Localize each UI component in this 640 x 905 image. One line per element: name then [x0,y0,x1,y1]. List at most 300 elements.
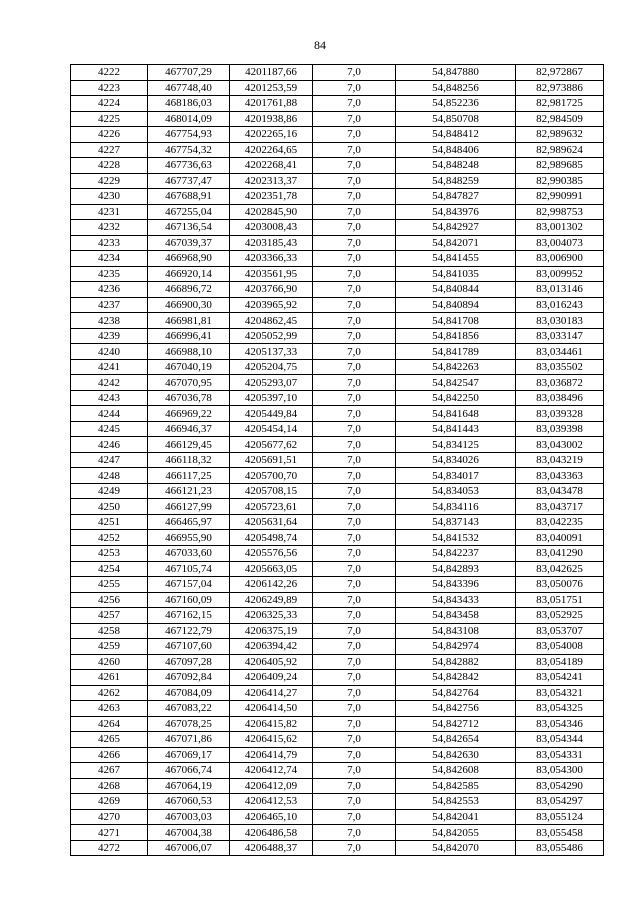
table-cell: 467737,47 [148,173,230,189]
table-cell: 7,0 [313,778,396,794]
table-cell: 466920,14 [148,266,230,282]
table-cell: 83,054321 [516,685,604,701]
table-cell: 54,834116 [396,499,516,515]
table-cell: 7,0 [313,763,396,779]
table-cell: 83,054290 [516,778,604,794]
table-cell: 83,034461 [516,344,604,360]
table-body [71,65,604,856]
table-cell: 54,837143 [396,514,516,530]
table-cell: 4203965,92 [230,297,313,313]
table-cell: 7,0 [313,235,396,251]
table-cell: 4205204,75 [230,359,313,375]
table-cell: 4234 [71,251,148,267]
table-cell: 7,0 [313,747,396,763]
table-cell: 54,848412 [396,127,516,143]
table-cell: 83,038496 [516,390,604,406]
table-cell: 467092,84 [148,670,230,686]
table-cell: 7,0 [313,96,396,112]
table-cell: 83,001302 [516,220,604,236]
table-row [71,809,604,825]
table-cell: 467255,04 [148,204,230,220]
table-cell: 4253 [71,545,148,561]
table-cell: 4206142,26 [230,577,313,593]
table-cell: 466900,30 [148,297,230,313]
table-cell: 4231 [71,204,148,220]
table-cell: 467060,53 [148,794,230,810]
table-cell: 83,039398 [516,421,604,437]
table-cell: 4254 [71,561,148,577]
table-cell: 4205631,64 [230,514,313,530]
table-row [71,514,604,530]
table-cell: 7,0 [313,297,396,313]
table-cell: 54,840844 [396,282,516,298]
table-row [71,763,604,779]
table-cell: 4263 [71,701,148,717]
table-cell: 54,842250 [396,390,516,406]
table-cell: 467004,38 [148,825,230,841]
table-cell: 4203766,90 [230,282,313,298]
table-cell: 54,843108 [396,623,516,639]
table-cell: 4206414,79 [230,747,313,763]
table-cell: 7,0 [313,794,396,810]
table-cell: 7,0 [313,623,396,639]
table-cell: 7,0 [313,282,396,298]
table-cell: 466955,90 [148,530,230,546]
table-cell: 4247 [71,452,148,468]
table-row [71,483,604,499]
table-cell: 83,054344 [516,732,604,748]
table-cell: 4201187,66 [230,65,313,81]
table-cell: 4225 [71,111,148,127]
table-cell: 4205663,05 [230,561,313,577]
table-row [71,468,604,484]
table-cell: 467040,19 [148,359,230,375]
table-cell: 83,055124 [516,809,604,825]
table-cell: 7,0 [313,266,396,282]
table-cell: 466981,81 [148,313,230,329]
table-cell: 4205454,14 [230,421,313,437]
table-cell: 7,0 [313,685,396,701]
table-cell: 54,834017 [396,468,516,484]
table-row [71,452,604,468]
table-row [71,747,604,763]
table-cell: 82,989632 [516,127,604,143]
table-cell: 467136,54 [148,220,230,236]
table-cell: 7,0 [313,406,396,422]
table-cell: 4202351,78 [230,189,313,205]
table-row [71,65,604,81]
table-cell: 468014,09 [148,111,230,127]
table-cell: 7,0 [313,220,396,236]
table-row [71,189,604,205]
table-cell: 54,847880 [396,65,516,81]
table-cell: 4206325,33 [230,608,313,624]
table-cell: 7,0 [313,639,396,655]
table-cell: 4206488,37 [230,840,313,856]
table-cell: 54,841708 [396,313,516,329]
table-cell: 4224 [71,96,148,112]
table-cell: 4201938,86 [230,111,313,127]
table-cell: 82,972867 [516,65,604,81]
table-cell: 83,051751 [516,592,604,608]
table-cell: 4258 [71,623,148,639]
table-cell: 4240 [71,344,148,360]
table-cell: 467097,28 [148,654,230,670]
table-cell: 467748,40 [148,80,230,96]
table-cell: 4270 [71,809,148,825]
table-cell: 7,0 [313,390,396,406]
table-cell: 7,0 [313,468,396,484]
table-cell: 83,054325 [516,701,604,717]
table-row [71,701,604,717]
table-cell: 54,842070 [396,840,516,856]
table-cell: 467083,22 [148,701,230,717]
table-cell: 4206412,74 [230,763,313,779]
table-cell: 83,054008 [516,639,604,655]
table-cell: 83,013146 [516,282,604,298]
table-cell: 4261 [71,670,148,686]
table-cell: 467078,25 [148,716,230,732]
table-cell: 466988,10 [148,344,230,360]
table-cell: 466127,99 [148,499,230,515]
table-cell: 7,0 [313,173,396,189]
table-cell: 54,852236 [396,96,516,112]
table-cell: 82,973886 [516,80,604,96]
table-cell: 82,998753 [516,204,604,220]
table-row [71,545,604,561]
table-cell: 4271 [71,825,148,841]
table-cell: 4206412,53 [230,794,313,810]
table-row [71,840,604,856]
table-row [71,390,604,406]
table-row [71,825,604,841]
table-cell: 4202264,65 [230,142,313,158]
table-row [71,158,604,174]
table-row [71,716,604,732]
table-cell: 83,035502 [516,359,604,375]
table-cell: 4205723,61 [230,499,313,515]
table-cell: 4239 [71,328,148,344]
table-cell: 4265 [71,732,148,748]
table-cell: 467107,60 [148,639,230,655]
table-cell: 83,030183 [516,313,604,329]
table-cell: 4257 [71,608,148,624]
table-row [71,670,604,686]
table-cell: 83,040091 [516,530,604,546]
table-cell: 83,043478 [516,483,604,499]
table-cell: 54,841856 [396,328,516,344]
table-cell: 4236 [71,282,148,298]
table-cell: 467160,09 [148,592,230,608]
table-cell: 467754,93 [148,127,230,143]
table-cell: 83,043717 [516,499,604,515]
table-cell: 4259 [71,639,148,655]
table-cell: 54,843433 [396,592,516,608]
table-cell: 7,0 [313,344,396,360]
table-cell: 4206409,24 [230,670,313,686]
table-cell: 83,043219 [516,452,604,468]
table-cell: 7,0 [313,189,396,205]
table-cell: 7,0 [313,375,396,391]
table-row [71,111,604,127]
table-cell: 54,842974 [396,639,516,655]
table-row [71,654,604,670]
table-cell: 4206414,27 [230,685,313,701]
table-row [71,127,604,143]
table-cell: 54,834053 [396,483,516,499]
table-row [71,251,604,267]
table-cell: 7,0 [313,716,396,732]
table-cell: 54,842764 [396,685,516,701]
table-cell: 83,039328 [516,406,604,422]
table-cell: 7,0 [313,111,396,127]
table-cell: 4202845,90 [230,204,313,220]
table-row [71,530,604,546]
table-cell: 54,834026 [396,452,516,468]
table-cell: 7,0 [313,204,396,220]
table-cell: 4269 [71,794,148,810]
table-row [71,732,604,748]
table-cell: 466129,45 [148,437,230,453]
table-cell: 4229 [71,173,148,189]
table-cell: 4252 [71,530,148,546]
table-cell: 4205293,07 [230,375,313,391]
table-cell: 83,043002 [516,437,604,453]
table-cell: 4206412,09 [230,778,313,794]
table-row [71,592,604,608]
table-cell: 4250 [71,499,148,515]
table-cell: 466969,22 [148,406,230,422]
table-cell: 4264 [71,716,148,732]
table-cell: 467754,32 [148,142,230,158]
table-row [71,499,604,515]
table-cell: 54,842893 [396,561,516,577]
table-cell: 7,0 [313,654,396,670]
table-cell: 468186,03 [148,96,230,112]
table-cell: 83,004073 [516,235,604,251]
table-cell: 54,842585 [396,778,516,794]
table-row [71,266,604,282]
table-cell: 4206486,58 [230,825,313,841]
table-cell: 466465,97 [148,514,230,530]
table-row [71,142,604,158]
table-cell: 467688,91 [148,189,230,205]
table-cell: 54,841443 [396,421,516,437]
table-cell: 4245 [71,421,148,437]
table-cell: 467707,29 [148,65,230,81]
table-cell: 467033,60 [148,545,230,561]
table-cell: 4242 [71,375,148,391]
table-cell: 4205576,56 [230,545,313,561]
table-cell: 82,989685 [516,158,604,174]
table-cell: 4267 [71,763,148,779]
table-row [71,421,604,437]
table-cell: 83,009952 [516,266,604,282]
table-cell: 54,841455 [396,251,516,267]
table-cell: 7,0 [313,530,396,546]
table-cell: 466946,37 [148,421,230,437]
table-cell: 7,0 [313,670,396,686]
table-row [71,282,604,298]
table-cell: 4243 [71,390,148,406]
table-cell: 83,052925 [516,608,604,624]
table-row [71,406,604,422]
table-cell: 4202265,16 [230,127,313,143]
table-row [71,80,604,96]
table-cell: 4206415,82 [230,716,313,732]
table-cell: 54,842237 [396,545,516,561]
table-cell: 54,848406 [396,142,516,158]
table-cell: 467003,03 [148,809,230,825]
table-cell: 7,0 [313,840,396,856]
table-cell: 54,848256 [396,80,516,96]
table-cell: 7,0 [313,142,396,158]
table-cell: 4205397,10 [230,390,313,406]
table-cell: 4203008,43 [230,220,313,236]
table-cell: 7,0 [313,437,396,453]
table-cell: 54,850708 [396,111,516,127]
table-row [71,794,604,810]
table-row [71,437,604,453]
table-cell: 4205677,62 [230,437,313,453]
table-row [71,173,604,189]
table-cell: 4244 [71,406,148,422]
table-cell: 83,043363 [516,468,604,484]
table-cell: 83,053707 [516,623,604,639]
table-cell: 467069,17 [148,747,230,763]
table-cell: 7,0 [313,328,396,344]
table-cell: 7,0 [313,732,396,748]
table-cell: 467066,74 [148,763,230,779]
table-cell: 54,842882 [396,654,516,670]
table-cell: 4251 [71,514,148,530]
table-cell: 54,842055 [396,825,516,841]
table-row [71,204,604,220]
table-cell: 7,0 [313,514,396,530]
table-cell: 466121,23 [148,483,230,499]
table-cell: 83,042625 [516,561,604,577]
table-cell: 54,842712 [396,716,516,732]
table-cell: 54,843458 [396,608,516,624]
table-cell: 4206249,89 [230,592,313,608]
table-cell: 83,055486 [516,840,604,856]
table-row [71,623,604,639]
table-row [71,639,604,655]
table-cell: 7,0 [313,65,396,81]
table-row [71,96,604,112]
table-cell: 4228 [71,158,148,174]
table-cell: 83,054346 [516,716,604,732]
table-cell: 83,033147 [516,328,604,344]
table-cell: 4202313,37 [230,173,313,189]
table-cell: 7,0 [313,499,396,515]
table-cell: 83,006900 [516,251,604,267]
table-cell: 7,0 [313,251,396,267]
table-cell: 54,842041 [396,809,516,825]
table-cell: 4266 [71,747,148,763]
table-cell: 4205700,70 [230,468,313,484]
table-row [71,561,604,577]
table-row [71,344,604,360]
table-cell: 4204862,45 [230,313,313,329]
table-cell: 467070,95 [148,375,230,391]
table-cell: 7,0 [313,313,396,329]
table-cell: 4272 [71,840,148,856]
table-cell: 4222 [71,65,148,81]
table-cell: 4249 [71,483,148,499]
table-cell: 466896,72 [148,282,230,298]
table-cell: 4238 [71,313,148,329]
table-cell: 7,0 [313,359,396,375]
table-row [71,375,604,391]
table-cell: 4260 [71,654,148,670]
table-cell: 54,842927 [396,220,516,236]
table-cell: 4237 [71,297,148,313]
table-cell: 54,842071 [396,235,516,251]
table-cell: 4205691,51 [230,452,313,468]
table-cell: 54,848248 [396,158,516,174]
table-cell: 54,842608 [396,763,516,779]
table-cell: 7,0 [313,809,396,825]
table-cell: 82,990385 [516,173,604,189]
table-cell: 4256 [71,592,148,608]
table-cell: 83,054331 [516,747,604,763]
table-row [71,359,604,375]
table-cell: 467064,19 [148,778,230,794]
table-cell: 4205052,99 [230,328,313,344]
table-row [71,608,604,624]
table-cell: 4201761,88 [230,96,313,112]
table-cell: 4202268,41 [230,158,313,174]
table-cell: 467122,79 [148,623,230,639]
table-cell: 4246 [71,437,148,453]
table-cell: 467006,07 [148,840,230,856]
table-cell: 82,990991 [516,189,604,205]
table-cell: 54,847827 [396,189,516,205]
table-cell: 4206465,10 [230,809,313,825]
table-cell: 467039,37 [148,235,230,251]
table-cell: 466968,90 [148,251,230,267]
table-cell: 83,042235 [516,514,604,530]
table-row [71,577,604,593]
table-cell: 54,842654 [396,732,516,748]
table-cell: 83,016243 [516,297,604,313]
table-cell: 54,841035 [396,266,516,282]
table-cell: 4205449,84 [230,406,313,422]
table-cell: 54,841789 [396,344,516,360]
coordinates-table [70,64,604,856]
table-cell: 467036,78 [148,390,230,406]
table-cell: 83,054241 [516,670,604,686]
table-cell: 54,842630 [396,747,516,763]
table-cell: 4206394,42 [230,639,313,655]
table-cell: 54,842553 [396,794,516,810]
table-cell: 83,054297 [516,794,604,810]
table-cell: 7,0 [313,452,396,468]
table-cell: 83,054189 [516,654,604,670]
table-cell: 4235 [71,266,148,282]
table-cell: 4206415,62 [230,732,313,748]
table-cell: 54,843976 [396,204,516,220]
table-cell: 4230 [71,189,148,205]
table-cell: 4206405,92 [230,654,313,670]
table-cell: 4241 [71,359,148,375]
table-cell: 54,840894 [396,297,516,313]
table-cell: 82,989624 [516,142,604,158]
table-cell: 4205137,33 [230,344,313,360]
table-cell: 4203561,95 [230,266,313,282]
table-cell: 4255 [71,577,148,593]
